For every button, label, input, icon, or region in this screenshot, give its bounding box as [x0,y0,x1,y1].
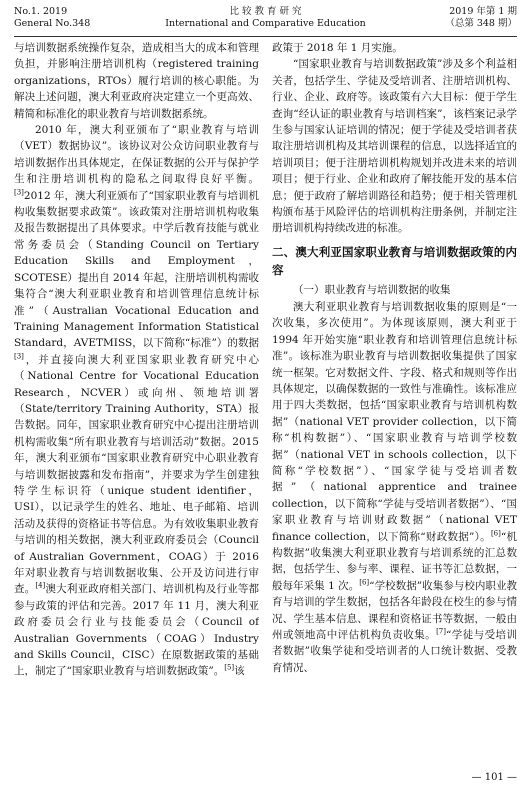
paragraph: “国家职业教育与培训数据政策”涉及多个利益相关者，包括学生、学徒及受培训者、注册培训机构、行业、企业、政府等。该政策有六大目标：便于学生查询“经认证的职业教育与培训档案”，该档案记录学生参与国家认证培训的情况；便于学徒及受培训者获取注册培训机构及其培训课程的信息，以选择适宜的培训项目；便于注册培训机构规划并改进未来的培训项目；便于行业、企业和政府了解技能开发的基本信息；便于政府了解培训路径和趋势；便于相关管理机构颁布基于风险评估的培训机构注册条例，并制定注册培训机构持续改进的标准。 [272,58,517,235]
journal-title-cn: 比 较 教 育 研 究 [229,6,302,17]
paragraph [272,299,517,676]
text-run: 澳大利亚职业教育与培训数据收集的原则是“一次收集，多次使用”。为体现该原则，澳大利亚于 1994 年开始实施“职业教育和培训管理信息统计标准”。该标准为职业教育与培训数据收集提供了国家统一框架。它对数据文件、字段、格式和规则等作出具体规定，以确保数据的一致性与准确性。该标准应用于四大类数据，包括“国家职业教育与培训机构数据”（national VET provider collection，以下简称“机构数据”）、“国家职业教育与培训学校数据”（national VET in schools collection，以下简称“学校数据”）、“国家学徒与受培训者数据”（national apprentice and trainee collection，以下简称“学徒与受培训者数据”）、“国家职业教育与培训财政数据”（national VET finance collection，以下简称“财政数据”）。 [272,300,517,543]
text-run: “机构数据”收集澳大利亚职业教育与培训系统的汇总数据，包括学生、参与率、课程、证书等汇总数据，一般每年采集 1 次。 [272,530,517,592]
text-run: “学徒与受培训者数据”收集学徒和受培训者的人口统计数据、受教育情况、 [272,629,517,674]
text-run: 该 [234,665,245,678]
section-heading: 二、澳大利亚国家职业教育与培训数据政策的内容 [272,244,517,277]
header-rule [14,36,517,37]
citation-ref: [7] [436,627,446,636]
text-run: 2012 年，澳大利亚颁布了“国家职业教育与培训机构收集数据要求政策”。该政策对注册培训机构收集及报告数据提出了具体要求。中学后教育技能与就业常务委员会（Standing Council on Tertiary Education Skills and Employment，SCOTESE）提出自 2014 年起，注册培训机构需收集符合“澳大利亚职业教育和培训管理信息统计标准”（Australian Vocational Education and Training Management Information Statistical Standard，AVETMISS，以下简称“标准”）的数据 [14,189,259,350]
issue-number: No.1. 2019 [14,6,68,17]
issue-number-cn: 2019 年第 1 期 [449,6,517,17]
paragraph [14,122,259,680]
paragraph: 政策于 2018 年 1 月实施。 [272,42,403,54]
text-run: ，并直接向澳大利亚国家职业教育研究中心（National Centre for Vocational Education Research，NCVER）或向州、领地培训署（State/territory Training Authority，STA）报告数据。同年，国家职业教育研究中心提出注册培训机构需收集“所有职业教育与培训活动”数据。2015 年，澳大利亚颁布“国家职业教育研究中心职业教育与培训数据披露和发布指南”，并要求为学生创建独特学生标识符（unique student identifier，USI），以记录学生的姓名、地址、电子邮箱、培训活动及获得的资格证书等信息。为有效收集职业教育与培训的相关数据，澳大利亚政府委员会（Council of Australian Government，COAG）于 2016 年对职业教育与培训数据收集、公开及访问进行审查。 [14,353,259,596]
paragraph: 与培训数据系统操作复杂，造成相当大的成本和管理负担，并影响注册培训机构（registered training organizations，RTOs）履行培训的核心职能。为解决上述问题，澳大利亚政府决定建立一个更高效、精简和标准化的职业教育与培训数据系统。 [14,42,259,120]
citation-ref: [3] [14,352,24,361]
journal-title [14,6,517,30]
citation-ref: [5] [224,663,235,672]
citation-ref: [6] [359,578,370,587]
left-column [14,40,259,760]
journal-issue-right [445,6,517,30]
right-column [272,40,517,760]
text-run: 2010 年，澳大利亚颁布了“职业教育与培训（VET）数据协议”。该协议对公众访问职业教育与培训数据作出具体规定，在保证数据的公开与保护学生和注册培训机构的隐私之间取得良好平衡。 [14,124,259,186]
citation-ref: [3] [14,188,24,197]
page-number: — 101 — [471,772,517,783]
text-run: 澳大利亚政府相关部门、培训机构及行业等都参与政策的评估和完善。2017 年 11 月，澳大利亚政府委员会行业与技能委员会（Council of Australian Governments（COAG）Industry and Skills Council，CISC）在原数据政策的基础上，制定了“国家职业教育与培训数据政策”。 [14,583,259,678]
citation-ref: [4] [35,581,46,590]
page-header [14,6,517,34]
subsection-heading: （一）职业教育与培训数据的收集 [293,283,451,296]
general-number-cn: （总第 348 期） [445,18,517,29]
text-run: “学校数据”收集参与校内职业教育与培训的学生数据，包括各年龄段在校生的参与情况、学生基本信息、课程和资格证书等数据，一般由州或领地高中评估机构负责收集。 [272,579,517,641]
journal-title-en: International and Comparative Education [165,18,366,29]
general-number: General No.348 [14,18,91,29]
citation-ref: [6] [490,529,501,538]
